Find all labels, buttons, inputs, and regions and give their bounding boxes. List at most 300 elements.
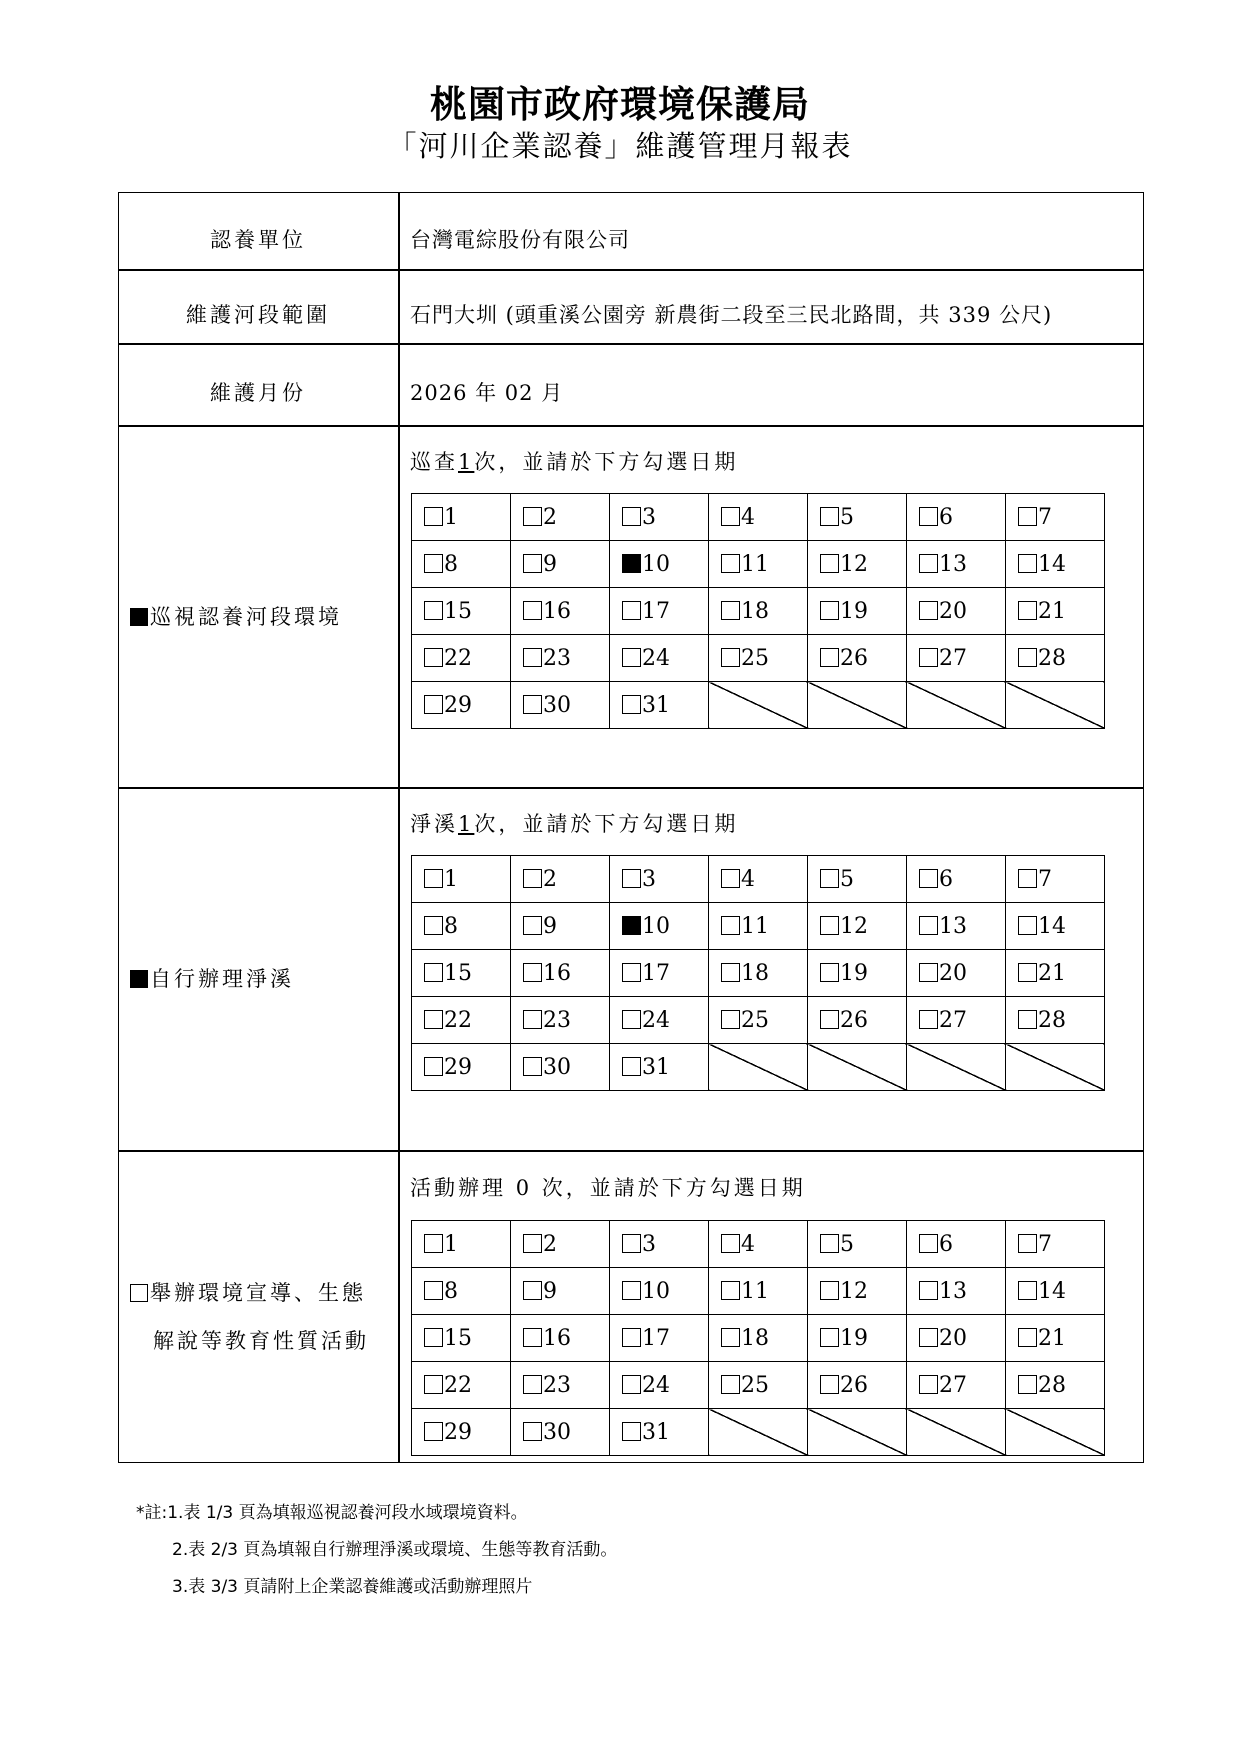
day-checkbox[interactable] — [424, 1328, 443, 1347]
day-checkbox[interactable] — [424, 869, 443, 888]
day-checkbox[interactable] — [919, 648, 938, 667]
day-checkbox[interactable] — [1018, 963, 1037, 982]
day-checkbox[interactable] — [820, 1375, 839, 1394]
day-number: 16 — [543, 960, 571, 986]
day-cell-13[interactable] — [907, 541, 1006, 588]
blank-cell — [907, 682, 1006, 729]
day-checkbox[interactable] — [622, 1010, 641, 1029]
day-number: 9 — [543, 913, 557, 939]
day-number: 4 — [741, 866, 755, 892]
day-number: 7 — [1038, 1231, 1052, 1257]
day-number: 25 — [741, 645, 769, 671]
day-cell-2[interactable] — [511, 856, 610, 903]
day-cell-9[interactable] — [511, 1268, 610, 1315]
day-number: 15 — [444, 960, 472, 986]
day-cell-11[interactable] — [709, 541, 808, 588]
day-cell-18[interactable] — [709, 1315, 808, 1362]
day-cell-26[interactable] — [808, 635, 907, 682]
day-checkbox[interactable] — [523, 1375, 542, 1394]
day-number: 17 — [642, 598, 670, 624]
day-checkbox[interactable] — [523, 1328, 542, 1347]
day-checkbox[interactable] — [424, 695, 443, 714]
day-cell-15[interactable] — [412, 588, 511, 635]
day-number: 20 — [939, 960, 967, 986]
day-checkbox[interactable] — [424, 648, 443, 667]
day-checkbox[interactable] — [820, 648, 839, 667]
day-cell-17[interactable] — [610, 1315, 709, 1362]
day-number: 15 — [444, 598, 472, 624]
day-number: 20 — [939, 1325, 967, 1351]
day-cell-24[interactable] — [610, 997, 709, 1044]
day-number: 31 — [642, 1054, 670, 1080]
day-cell-20[interactable] — [907, 588, 1006, 635]
day-row — [412, 903, 1105, 950]
day-checkbox[interactable] — [1018, 507, 1037, 526]
day-number: 18 — [741, 598, 769, 624]
day-number: 8 — [444, 551, 458, 577]
cleanup-section-label: 自行辦理淨溪 — [130, 963, 294, 993]
day-number: 31 — [642, 692, 670, 718]
day-cell-29[interactable] — [412, 682, 511, 729]
day-checkbox[interactable] — [820, 601, 839, 620]
day-number: 1 — [444, 1231, 458, 1257]
day-number: 3 — [642, 866, 656, 892]
day-checkbox[interactable] — [622, 601, 641, 620]
day-number: 11 — [741, 551, 769, 577]
day-cell-16[interactable] — [511, 950, 610, 997]
day-number: 4 — [741, 504, 755, 530]
day-cell-31[interactable] — [610, 1044, 709, 1091]
day-cell-10[interactable] — [610, 903, 709, 950]
day-checkbox[interactable] — [622, 648, 641, 667]
day-number: 11 — [741, 1278, 769, 1304]
day-cell-1[interactable] — [412, 494, 511, 541]
day-checkbox[interactable] — [721, 963, 740, 982]
day-checkbox[interactable] — [622, 507, 641, 526]
day-number: 6 — [939, 1231, 953, 1257]
day-cell-10[interactable] — [610, 541, 709, 588]
day-cell-19[interactable] — [808, 1315, 907, 1362]
day-cell-12[interactable] — [808, 541, 907, 588]
day-number: 9 — [543, 551, 557, 577]
day-number: 6 — [939, 866, 953, 892]
cleanup-count-line: 淨溪1次，並請於下方勾選日期 — [410, 812, 739, 836]
day-cell-14[interactable] — [1006, 903, 1105, 950]
day-checkbox[interactable] — [919, 1281, 938, 1300]
day-number: 21 — [1038, 1325, 1066, 1351]
day-number: 1 — [444, 504, 458, 530]
day-checkbox[interactable] — [721, 869, 740, 888]
day-cell-21[interactable] — [1006, 1315, 1105, 1362]
day-number: 5 — [840, 1231, 854, 1257]
day-cell-3[interactable] — [610, 1221, 709, 1268]
day-cell-16[interactable] — [511, 588, 610, 635]
day-cell-3[interactable] — [610, 856, 709, 903]
inspection-checkbox[interactable] — [130, 608, 148, 626]
day-number: 20 — [939, 598, 967, 624]
day-cell-25[interactable] — [709, 1362, 808, 1409]
day-number: 12 — [840, 551, 868, 577]
day-checkbox[interactable] — [919, 1234, 938, 1253]
activity-count-line: 活動辦理 0 次，並請於下方勾選日期 — [410, 1176, 806, 1200]
day-cell-22[interactable] — [412, 635, 511, 682]
day-checkbox[interactable] — [523, 695, 542, 714]
day-checkbox[interactable] — [622, 554, 641, 573]
blank-cell — [1006, 1409, 1105, 1456]
day-row — [412, 856, 1105, 903]
day-checkbox[interactable] — [523, 648, 542, 667]
day-checkbox[interactable] — [622, 869, 641, 888]
activity-section-label: 舉辦環境宣導、生態 — [130, 1277, 366, 1307]
day-cell-7[interactable] — [1006, 1221, 1105, 1268]
day-number: 19 — [840, 960, 868, 986]
day-cell-9[interactable] — [511, 541, 610, 588]
day-number: 29 — [444, 1054, 472, 1080]
day-cell-18[interactable] — [709, 950, 808, 997]
day-checkbox[interactable] — [721, 1375, 740, 1394]
row-divider — [118, 1150, 1144, 1152]
day-row — [412, 1409, 1105, 1456]
day-cell-22[interactable] — [412, 997, 511, 1044]
note-3: 3.表 3/3 頁請附上企業認養維護或活動辦理照片 — [172, 1577, 533, 1597]
day-number: 30 — [543, 692, 571, 718]
day-cell-19[interactable] — [808, 950, 907, 997]
day-checkbox[interactable] — [523, 1057, 542, 1076]
day-checkbox[interactable] — [424, 916, 443, 935]
day-cell-30[interactable] — [511, 682, 610, 729]
day-number: 23 — [543, 1007, 571, 1033]
day-cell-6[interactable] — [907, 1221, 1006, 1268]
day-number: 22 — [444, 1372, 472, 1398]
day-cell-27[interactable] — [907, 997, 1006, 1044]
day-cell-14[interactable] — [1006, 541, 1105, 588]
day-cell-11[interactable] — [709, 1268, 808, 1315]
day-number: 1 — [444, 866, 458, 892]
day-number: 17 — [642, 960, 670, 986]
day-checkbox[interactable] — [919, 1010, 938, 1029]
day-cell-17[interactable] — [610, 588, 709, 635]
day-number: 11 — [741, 913, 769, 939]
day-number: 19 — [840, 598, 868, 624]
day-checkbox[interactable] — [523, 1010, 542, 1029]
day-cell-5[interactable] — [808, 494, 907, 541]
day-checkbox[interactable] — [820, 963, 839, 982]
day-cell-29[interactable] — [412, 1044, 511, 1091]
day-number: 13 — [939, 551, 967, 577]
day-number: 29 — [444, 1419, 472, 1445]
river-section-value: 石門大圳 (頭重溪公園旁 新農街二段至三民北路間，共 339 公尺) — [410, 303, 1053, 327]
day-number: 23 — [543, 645, 571, 671]
day-cell-15[interactable] — [412, 1315, 511, 1362]
day-checkbox[interactable] — [721, 554, 740, 573]
day-cell-27[interactable] — [907, 1362, 1006, 1409]
day-checkbox[interactable] — [424, 554, 443, 573]
day-checkbox[interactable] — [1018, 869, 1037, 888]
day-checkbox[interactable] — [1018, 1281, 1037, 1300]
adopter-value: 台灣電綜股份有限公司 — [410, 228, 630, 252]
day-checkbox[interactable] — [523, 916, 542, 935]
day-cell-21[interactable] — [1006, 950, 1105, 997]
blank-cell — [709, 682, 808, 729]
day-row — [412, 997, 1105, 1044]
row-divider — [118, 343, 1144, 345]
day-checkbox[interactable] — [1018, 1010, 1037, 1029]
day-cell-22[interactable] — [412, 1362, 511, 1409]
day-cell-18[interactable] — [709, 588, 808, 635]
day-cell-26[interactable] — [808, 1362, 907, 1409]
day-checkbox[interactable] — [919, 869, 938, 888]
day-cell-24[interactable] — [610, 1362, 709, 1409]
day-cell-4[interactable] — [709, 856, 808, 903]
day-checkbox[interactable] — [622, 1375, 641, 1394]
day-number: 10 — [642, 1278, 670, 1304]
day-cell-20[interactable] — [907, 950, 1006, 997]
day-number: 4 — [741, 1231, 755, 1257]
adopter-label: 認養單位 — [210, 228, 306, 252]
day-cell-28[interactable] — [1006, 635, 1105, 682]
day-cell-28[interactable] — [1006, 997, 1105, 1044]
day-number: 27 — [939, 1007, 967, 1033]
day-checkbox[interactable] — [523, 1234, 542, 1253]
day-checkbox[interactable] — [721, 601, 740, 620]
day-checkbox[interactable] — [523, 507, 542, 526]
day-number: 14 — [1038, 913, 1066, 939]
day-number: 25 — [741, 1007, 769, 1033]
day-number: 24 — [642, 1372, 670, 1398]
day-cell-10[interactable] — [610, 1268, 709, 1315]
day-checkbox[interactable] — [820, 1281, 839, 1300]
day-cell-24[interactable] — [610, 635, 709, 682]
day-number: 27 — [939, 645, 967, 671]
day-row — [412, 950, 1105, 997]
activity-checkbox[interactable] — [130, 1284, 148, 1302]
day-checkbox[interactable] — [820, 1328, 839, 1347]
day-number: 24 — [642, 1007, 670, 1033]
day-cell-2[interactable] — [511, 494, 610, 541]
day-checkbox[interactable] — [622, 1281, 641, 1300]
day-checkbox[interactable] — [721, 1010, 740, 1029]
day-number: 16 — [543, 1325, 571, 1351]
day-number: 16 — [543, 598, 571, 624]
day-cell-13[interactable] — [907, 1268, 1006, 1315]
day-cell-1[interactable] — [412, 856, 511, 903]
day-cell-8[interactable] — [412, 541, 511, 588]
day-checkbox[interactable] — [820, 916, 839, 935]
day-cell-21[interactable] — [1006, 588, 1105, 635]
day-checkbox[interactable] — [622, 1234, 641, 1253]
day-row — [412, 1315, 1105, 1362]
day-cell-12[interactable] — [808, 903, 907, 950]
month-label: 維護月份 — [210, 381, 306, 405]
month-value: 2026 年 02 月 — [410, 381, 564, 405]
day-number: 8 — [444, 913, 458, 939]
note-2: 2.表 2/3 頁為填報自行辦理淨溪或環境、生態等教育活動。 — [172, 1540, 618, 1560]
day-cell-15[interactable] — [412, 950, 511, 997]
day-number: 3 — [642, 1231, 656, 1257]
day-cell-6[interactable] — [907, 494, 1006, 541]
day-checkbox[interactable] — [721, 1328, 740, 1347]
cleanup-checkbox[interactable] — [130, 970, 148, 988]
day-cell-19[interactable] — [808, 588, 907, 635]
day-cell-13[interactable] — [907, 903, 1006, 950]
day-cell-6[interactable] — [907, 856, 1006, 903]
inspection-count: 1 — [458, 450, 475, 474]
cleanup-day-grid — [411, 855, 1105, 1091]
inspection-day-grid — [411, 493, 1105, 729]
day-checkbox[interactable] — [820, 1234, 839, 1253]
day-checkbox[interactable] — [1018, 601, 1037, 620]
day-cell-3[interactable] — [610, 494, 709, 541]
day-cell-4[interactable] — [709, 1221, 808, 1268]
day-cell-4[interactable] — [709, 494, 808, 541]
day-checkbox[interactable] — [622, 1057, 641, 1076]
day-cell-16[interactable] — [511, 1315, 610, 1362]
day-row — [412, 541, 1105, 588]
day-cell-31[interactable] — [610, 1409, 709, 1456]
day-checkbox[interactable] — [622, 916, 641, 935]
day-checkbox[interactable] — [424, 601, 443, 620]
day-cell-31[interactable] — [610, 682, 709, 729]
day-checkbox[interactable] — [721, 648, 740, 667]
day-row — [412, 1221, 1105, 1268]
day-number: 26 — [840, 645, 868, 671]
blank-cell — [808, 1044, 907, 1091]
day-checkbox[interactable] — [820, 1010, 839, 1029]
day-checkbox[interactable] — [424, 507, 443, 526]
day-checkbox[interactable] — [1018, 1328, 1037, 1347]
day-cell-23[interactable] — [511, 1362, 610, 1409]
day-checkbox[interactable] — [523, 869, 542, 888]
day-checkbox[interactable] — [820, 554, 839, 573]
day-cell-7[interactable] — [1006, 856, 1105, 903]
day-cell-2[interactable] — [511, 1221, 610, 1268]
day-checkbox[interactable] — [523, 601, 542, 620]
activity-day-grid — [411, 1220, 1105, 1456]
day-number: 21 — [1038, 598, 1066, 624]
day-checkbox[interactable] — [622, 1422, 641, 1441]
day-checkbox[interactable] — [523, 963, 542, 982]
day-number: 25 — [741, 1372, 769, 1398]
column-divider — [398, 192, 400, 1463]
day-number: 21 — [1038, 960, 1066, 986]
day-cell-1[interactable] — [412, 1221, 511, 1268]
blank-cell — [709, 1044, 808, 1091]
day-checkbox[interactable] — [622, 1328, 641, 1347]
day-checkbox[interactable] — [721, 916, 740, 935]
blank-cell — [1006, 1044, 1105, 1091]
day-checkbox[interactable] — [721, 1281, 740, 1300]
day-cell-26[interactable] — [808, 997, 907, 1044]
day-cell-8[interactable] — [412, 1268, 511, 1315]
day-number: 8 — [444, 1278, 458, 1304]
day-checkbox[interactable] — [523, 1422, 542, 1441]
day-checkbox[interactable] — [1018, 648, 1037, 667]
day-checkbox[interactable] — [919, 601, 938, 620]
day-cell-20[interactable] — [907, 1315, 1006, 1362]
day-cell-17[interactable] — [610, 950, 709, 997]
blank-cell — [808, 1409, 907, 1456]
day-cell-30[interactable] — [511, 1044, 610, 1091]
day-checkbox[interactable] — [523, 1281, 542, 1300]
day-checkbox[interactable] — [919, 554, 938, 573]
day-cell-28[interactable] — [1006, 1362, 1105, 1409]
cleanup-count: 1 — [458, 812, 475, 836]
day-checkbox[interactable] — [424, 1281, 443, 1300]
day-cell-5[interactable] — [808, 856, 907, 903]
inspection-count-line: 巡查1次，並請於下方勾選日期 — [410, 450, 739, 474]
day-cell-9[interactable] — [511, 903, 610, 950]
day-checkbox[interactable] — [820, 507, 839, 526]
day-checkbox[interactable] — [424, 1375, 443, 1394]
day-number: 13 — [939, 913, 967, 939]
inspection-section-label: 巡視認養河段環境 — [130, 601, 342, 631]
day-checkbox[interactable] — [523, 554, 542, 573]
note-1: *註:1.表 1/3 頁為填報巡視認養河段水域環境資料。 — [136, 1503, 528, 1523]
day-checkbox[interactable] — [721, 507, 740, 526]
day-cell-25[interactable] — [709, 635, 808, 682]
day-checkbox[interactable] — [1018, 1375, 1037, 1394]
day-number: 7 — [1038, 504, 1052, 530]
day-cell-14[interactable] — [1006, 1268, 1105, 1315]
day-number: 15 — [444, 1325, 472, 1351]
day-checkbox[interactable] — [1018, 916, 1037, 935]
day-checkbox[interactable] — [919, 1328, 938, 1347]
day-cell-7[interactable] — [1006, 494, 1105, 541]
day-checkbox[interactable] — [424, 1422, 443, 1441]
blank-cell — [709, 1409, 808, 1456]
day-number: 26 — [840, 1007, 868, 1033]
day-number: 14 — [1038, 1278, 1066, 1304]
activity-count: 0 — [515, 1176, 533, 1200]
day-number: 19 — [840, 1325, 868, 1351]
day-cell-5[interactable] — [808, 1221, 907, 1268]
day-checkbox[interactable] — [1018, 1234, 1037, 1253]
day-cell-23[interactable] — [511, 997, 610, 1044]
day-row — [412, 1044, 1105, 1091]
day-checkbox[interactable] — [424, 1234, 443, 1253]
day-checkbox[interactable] — [820, 869, 839, 888]
day-cell-23[interactable] — [511, 635, 610, 682]
day-checkbox[interactable] — [622, 963, 641, 982]
day-checkbox[interactable] — [919, 1375, 938, 1394]
day-cell-25[interactable] — [709, 997, 808, 1044]
day-number: 18 — [741, 960, 769, 986]
day-row — [412, 494, 1105, 541]
day-cell-29[interactable] — [412, 1409, 511, 1456]
day-cell-30[interactable] — [511, 1409, 610, 1456]
day-row — [412, 588, 1105, 635]
day-cell-8[interactable] — [412, 903, 511, 950]
day-checkbox[interactable] — [424, 1057, 443, 1076]
day-checkbox[interactable] — [424, 1010, 443, 1029]
day-checkbox[interactable] — [919, 916, 938, 935]
day-checkbox[interactable] — [919, 963, 938, 982]
day-cell-27[interactable] — [907, 635, 1006, 682]
day-checkbox[interactable] — [1018, 554, 1037, 573]
day-number: 10 — [642, 551, 670, 577]
day-number: 12 — [840, 913, 868, 939]
day-checkbox[interactable] — [424, 963, 443, 982]
day-row — [412, 1268, 1105, 1315]
day-cell-11[interactable] — [709, 903, 808, 950]
day-number: 5 — [840, 866, 854, 892]
page-title: 桃園市政府環境保護局 — [430, 82, 810, 126]
day-checkbox[interactable] — [919, 507, 938, 526]
day-checkbox[interactable] — [622, 695, 641, 714]
day-checkbox[interactable] — [721, 1234, 740, 1253]
day-number: 22 — [444, 645, 472, 671]
day-cell-12[interactable] — [808, 1268, 907, 1315]
